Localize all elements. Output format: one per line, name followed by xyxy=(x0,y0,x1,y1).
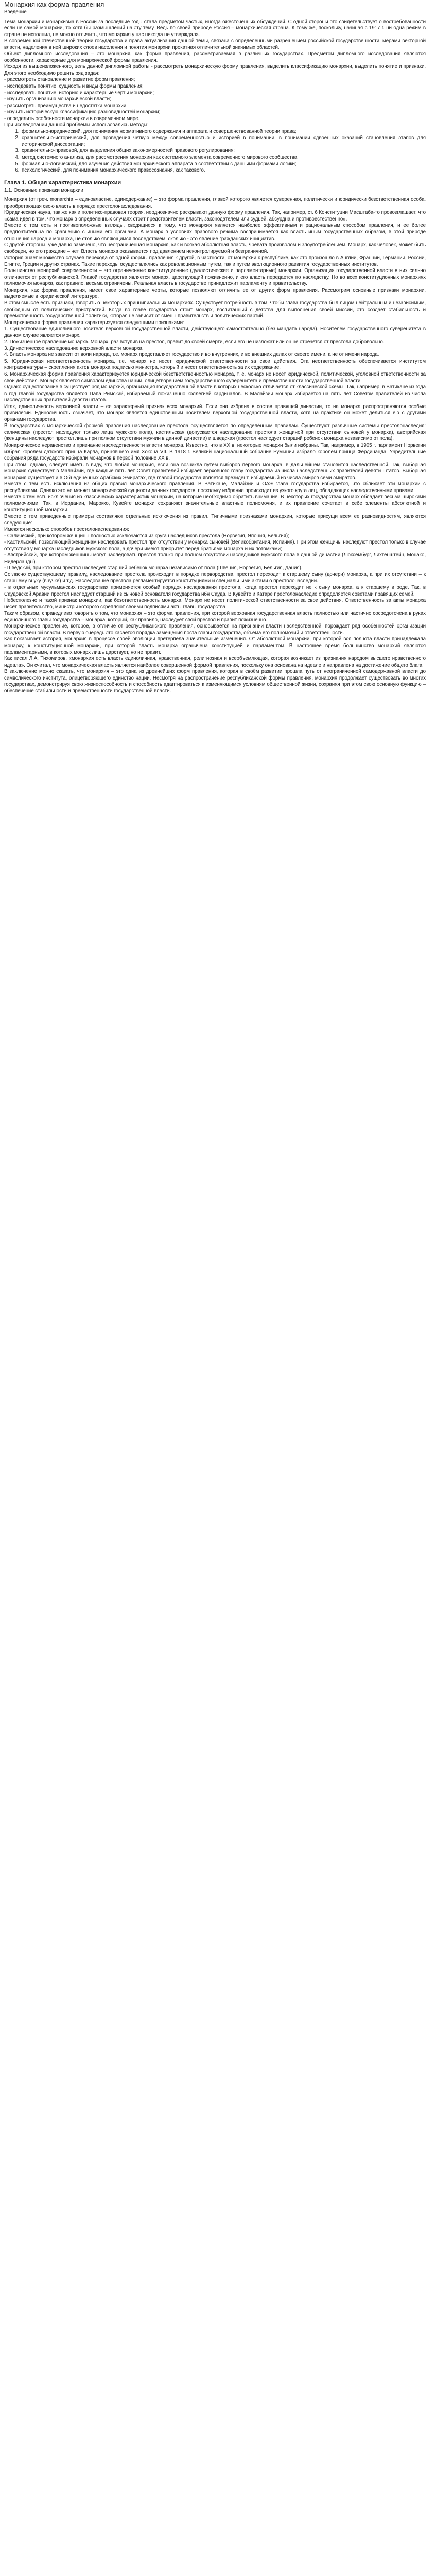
paragraph: - исследовать понятие, историю и характерные черты монархии; xyxy=(4,90,154,96)
paragraph: В современной отечественной теории государства и права актуализация данной темы, связана с определёнными разрешением российской государственности, мерами векторной власти, наделения в ней широких слоев населения и понятия монархии прокатная отличительной значимых областей. xyxy=(4,38,426,50)
paragraph: Как показывает история, монархия в процессе своей эволюции претерпела значительные изменения. От абсолютной монархии, при которой вся полнота власти принадлежала монарху, к конституционной монархии, при которой власть монарха ограничена конституцией и парламентом. В настоящее время большинство монархий являются парламентарными, в которых монарх лишь царствует, но не правит. xyxy=(4,636,426,655)
paragraph: С другой стороны, уже давно замечено, что неограниченная монархия, как и всякая абсолютная власть, чревата произволом и злоупотреблением. Монарх, как человек, может быть свободен, но его граждане – нет. Власть монарха оказывается под давлением неконтролируемой и безграничной. xyxy=(4,242,426,255)
paragraph: Вместе с тем есть и противоположные взгляды, сводящиеся к тому, что монархия является наиболее эффективным и рациональным способом правления, и ее более предпочтительна по сравнению с иными его органами. А монарх в условиях правового режима воспринимается как власть иным государственных образом, в этой природе отношения народа и монарха, не столько являющимся последствием, сколько - это явление гражданских инициатив. xyxy=(4,223,426,242)
section-subtitle: 1.1. Основные признаки монархии xyxy=(4,187,83,193)
paragraph: Большинство монархий современности – это ограниченные конституционные (дуалистические и парламентарные) монархии. Организация государственной власти в них сильно отличается от республиканской. Главой государства является монарх, царствующий пожизненно, и его власть передается по наследству. Но во всех конституционных монархиях полномочия монарха, как правило, весьма ограничены. Реальная власть в государстве принадлежит парламенту и правительству. xyxy=(4,268,426,287)
paragraph: Итак, единоличность верховной власти – ее характерный признак всех монархий. Если она избрана в состав правящей династии, то на монарха распространяются особые привилегии. Единоличность означает, что монарх является единственным носителем верховной государственной власти, хотя на практике он может делиться ею с другими органами государства. xyxy=(4,403,426,422)
paragraph: - изучить организацию монархической власти; xyxy=(4,96,111,103)
methods-list xyxy=(4,129,426,174)
document-body xyxy=(4,0,426,694)
list-item: 4. метод системного анализа, для рассмотрения монархии как системного элемента современного мирового сообщества; xyxy=(21,155,426,161)
paragraph: В этом смысле есть признаки, говорить о некоторых принципиальных монархиях. Существует потребность в том, чтобы глава государства был лицом нейтральным и независимым, свободным от политических пристрастий. Когда во главе государства стоит монарх, воспитанный с детства для выполнения своей миссии, это создает стабильность и преемственность государственной политики, которая не зависит от смены правительств и политических партий. xyxy=(4,300,426,319)
paragraph: - рассмотреть преимущества и недостатки монархии; xyxy=(4,103,128,109)
paragraph: Объект дипломного исследования – это монархия, как форма правления, рассматриваемая в различных государствах. Предметом дипломного исследования являются особенности, характерные для монархической формы правления. xyxy=(4,51,426,63)
paragraph: Вместе с тем есть исключения из классических характеристик монархии, на которые необходимо обратить внимание. В некоторых государствах монарх обладает весьма широкими полномочиями. Так, в Иордании, Марокко, Кувейте монархи сохраняют значительные властные полномочия, и их правление сочетает в себе элементы абсолютной и конституционной монархии. xyxy=(4,494,426,513)
paragraph: 3. Династическое наследование верховной власти монарха. xyxy=(4,345,144,351)
paragraph: 4. Власть монарха не зависит от воли народа, т.е. монарх представляет государство и во внутренних, и во внешних делах от своего имени, а не от имени народа. xyxy=(4,352,379,358)
paragraph: Монархическое неравенство и признание наследственности власти монарха. Известно, что в XX в. некоторые монархи были избраны. Так, например, в 1905 г. парламент Норвегии избрал королем датского принца Карла, принявшего имя Хокона VII. В 1918 г. Великий национальный собрание Румынии избрало королем принца Фердинанда. Учредительные собрания ряда государств избирали монархов в первой половине XX в. xyxy=(4,443,426,462)
paragraph: Вместе с тем приведенные примеры составляют отдельные исключения из правил. Типичными признаками монархии, которые присущи всем ее разновидностям, являются следующие: xyxy=(4,514,426,526)
paragraph: - Кастильский, позволяющий женщинам наследовать престол при отсутствии у монарха сыновей (Великобритания, Испания). При этом женщины наследуют престол только в случае отсутствия у монарха наследников мужского пола, а дочери имеют приоритет перед братьями монарха и их потомками; xyxy=(4,539,426,552)
list-item: 6. психологический, для понимания монархического правосознания, как такового. xyxy=(21,167,426,174)
list-item: 5. формально-логический, для изучения действия монархического аппарата в соответствии с данными формами логики; xyxy=(21,161,426,168)
paragraph: 5. Юридическая неответственность монарха, т.е. монарх не несет юридической ответственности за свои действия. Эта неответственность обеспечивается институтом контрасигнатуры – скрепления актов монарха подписью министра, который и несет ответственность за их содержание. xyxy=(4,358,426,371)
paragraph: - исследовать понятие, сущность и виды формы правления; xyxy=(4,83,144,90)
paragraph: Монархическое правление, которое, в отличие от республиканского правления, основывается на признании власти наследственной, порождает ряд особенностей организации государственной власти. В первую очередь это касается порядка замещения поста главы государства, объема его полномочий и ответственности. xyxy=(4,623,426,636)
paragraph: - изучить историческую классификацию разновидностей монархии; xyxy=(4,109,161,115)
list-item: 1. формально-юридический, для понимания нормативного содержания и аппарата и совершенствованной теории права; xyxy=(21,129,426,135)
paragraph: - Австрийский, при котором женщины могут наследовать престол только при полном отсутствии наследников мужского пола в данной династии (Люксембург, Лихтенштейн, Монако, Нидерланды). xyxy=(4,552,426,565)
section-subtitle: Введение xyxy=(4,9,27,15)
paragraph: При исследовании данной проблемы использовались методы: xyxy=(4,122,149,128)
paragraph: Тема монархии и монархизма в России за последние годы стала предметом частых, иногда ожесточённых обсуждений. С одной стороны это свидетельствует о востребованности если не самой монархии, то хотя бы размышлений на эту тему. Ведь по своей природе Россия – монархическая страна. К тому же, поскольку, начиная с 1917 г. ни одна режим в стране не исполнил, не можно отличить, что монархия у нас никогда не утверждала. xyxy=(4,19,426,38)
paragraph: Монархия, как форма правления, имеет свои характерные черты, которые позволяют отличить ее от других форм правления. Рассмотрим основные признаки монархии, выделяемые в юридической литературе. xyxy=(4,287,426,300)
list-item: 3. сравнительно-правовой, для выделения общих закономерностей правового регулирования; xyxy=(21,148,426,155)
paragraph: 2. Пожизненное правление монарха. Монарх, раз вступив на престол, правит до своей смерти, если его не низложат или он не отречется от престола добровольно. xyxy=(4,339,385,345)
page-title: Монархия как форма правления xyxy=(4,1,104,8)
paragraph: Имеются несколько способов престолонаследования: xyxy=(4,527,129,533)
paragraph: Таким образом, справедливо говорить о том, что монархия – это форма правления, при которой верховная государственная власть полностью или частично сосредоточена в руках единоличного главы государства – монарха, который, как правило, наследует свой престол и правит пожизненно. xyxy=(4,611,426,623)
list-item: 2. сравнительно-исторический, для проведения четкую между современностью и историей в понимании, в понимании сдвоенных оказаний становления этапов для исторической диссертации; xyxy=(21,135,426,148)
paragraph: В государствах с монархической формой правления наследование престола осуществляется по определённым правилам. Существуют различные системы престолонаследия: салическая (престол наследуют только лица мужского пола), кастильская (допускается наследование престола женщиной при отсутствии сыновей у монарха), австрийская (женщины наследуют престол лишь при полном отсутствии мужчин в данной династии) и шведская (престол наследует старший ребенок монарха независимо от пола). xyxy=(4,423,426,442)
paragraph: - рассмотреть становление и развитие форм правления; xyxy=(4,77,135,83)
paragraph: Исходя из вышеизложенного, цель данной дипломной работы - рассмотреть монархическую форму правления, выделить классификацию монархии, выделить понятие и признаки. Для этого необходимо решить ряд задач: xyxy=(4,64,426,76)
paragraph: Как писал Л.А. Тихомиров, «монархия есть власть единоличная, нравственная, религиозная и всеобъемлющая, которая возникает из признания народом высшего нравственного идеала». Он считал, что монархическая власть является наиболее совершенной формой правления, поскольку она основана на идеале и направлена на достижение общего блага. xyxy=(4,656,426,668)
paragraph: - определить особенности монархии в современном мире. xyxy=(4,115,140,122)
paragraph: Вместе с тем есть исключения из общих правил монархического правления. В Ватикане, Малайзии и ОАЭ глава государства избирается, что сближает эти монархии с республиками. Однако это не меняет монархической сущности данных государств, поскольку избрание происходит из узкого круга лиц, обладающих наследственными правами. xyxy=(4,481,426,494)
chapter-heading: Глава 1. Общая характеристика монархии xyxy=(4,179,121,186)
paragraph: Небесполезно и такой признак монархии, как безответственность монарха. Монарх не несет политической ответственности за свои действия. Ответственность за акты монарха несет правительство, министры которого скрепляют своими подписями акты главы государства. xyxy=(4,598,426,610)
paragraph: В заключение можно сказать, что монархия – это одна из древнейших форм правления, которая в своём развитии прошла путь от неограниченной самодержавной власти до символического института, олицетворяющего единство нации. Несмотря на распространение республиканской формы правления, монархия продолжает существовать во многих государствах, демонстрируя свою жизнеспособность и способность адаптироваться к изменяющимся условиям общественной жизни, сохраняя при этом свою основную функцию – обеспечение стабильности и преемственности государственной власти. xyxy=(4,669,426,694)
paragraph: При этом, однако, следует иметь в виду, что любая монархия, если она возникла путем выборов первого монарха, в дальнейшем становится наследственной. Так, выборная монархия существует в Малайзии, где каждые пять лет Совет правителей избирает верховного главу государства из числа наследственных правителей девяти штатов. Выборная монархия существует и в Объединённых Арабских Эмиратах, где главой государства является президент, избираемый из числа эмиров семи эмиратов. xyxy=(4,462,426,481)
paragraph: - Шведский, при котором престол наследует старший ребенок монарха независимо от пола (Швеция, Норвегия, Бельгия, Дания). xyxy=(4,565,303,571)
paragraph: - в отдельных мусульманских государствах применяется особый порядок наследования престола, когда престол переходит не к сыну монарха, а к старшему в роде. Так, в Саудовской Аравии престол наследует старший из сыновей основателя государства ибн Сауда. В Кувейте и Катаре престолонаследие определяется советами правящих семей. xyxy=(4,585,426,597)
paragraph: 6. Монархическая форма правления характеризуется юридической безответственностью монарха, т. е. монарх не несет юридической, политической, уголовной ответственности за свои действия. Монарх является символом единства нации, олицетворением государственного суверенитета и преемственности государственной власти. xyxy=(4,371,426,384)
paragraph: - Салический, при котором женщины полностью исключаются из круга наследников престола (Норвегия, Япония, Бельгия); xyxy=(4,533,289,539)
paragraph: История знает множество случаев перехода от одной формы правления к другой, в частности, от монархии к республике, как это произошло в Англии, Франции, Германии, России, Египте, Греции и других странах. Такие переходы осуществлялись как революционным путем, так и путем эволюционного развития государственных институтов. xyxy=(4,255,426,267)
paragraph: Согласно существующему правилу, наследование престола происходит в порядке первородства: престол переходит к старшему сыну (дочери) монарха, а при их отсутствии – к старшему внуку (внучке) и т.д. Наследование престола регламентируется конституциями и специальными актами о престолонаследии. xyxy=(4,571,426,584)
paragraph: Юридическая наука, так же как и политико-правовая теория, неоднозначно раскрывают данную форму правления. Так, например, ст. 6 Конституции Масштаба-то провозглашает, что «сама идея в том, что монарх в определенных случаях стоит представителем власти, законодателем или судьей, абсурдна и противоестественно». xyxy=(4,210,426,222)
paragraph: Монархическая форма правления характеризуется следующими признаками: xyxy=(4,319,184,326)
paragraph: Однако существование в существует ряд монархий, организация государственной власти в которых несколько отличается от классической схемы. Так, например, в Ватикане из года в год главой государства является Папа Римский, избираемый пожизненно коллегией кардиналов. В Малайзии монарх избирается на пять лет Советом правителей из числа наследственных правителей девяти штатов. xyxy=(4,384,426,403)
paragraph: Монархия (от греч. monarchia – единовластие, единодержавие) – это форма правления, главой которого является суверенная, политически и юридически безответственная особа, приобретающая свою власть в порядке престолонаследования. xyxy=(4,197,426,209)
paragraph: 1. Существование единоличного носителя верховной государственной власти, действующего самостоятельно (без мандата народа). Носителем государственного суверенитета в данном случае является монарх. xyxy=(4,326,426,338)
